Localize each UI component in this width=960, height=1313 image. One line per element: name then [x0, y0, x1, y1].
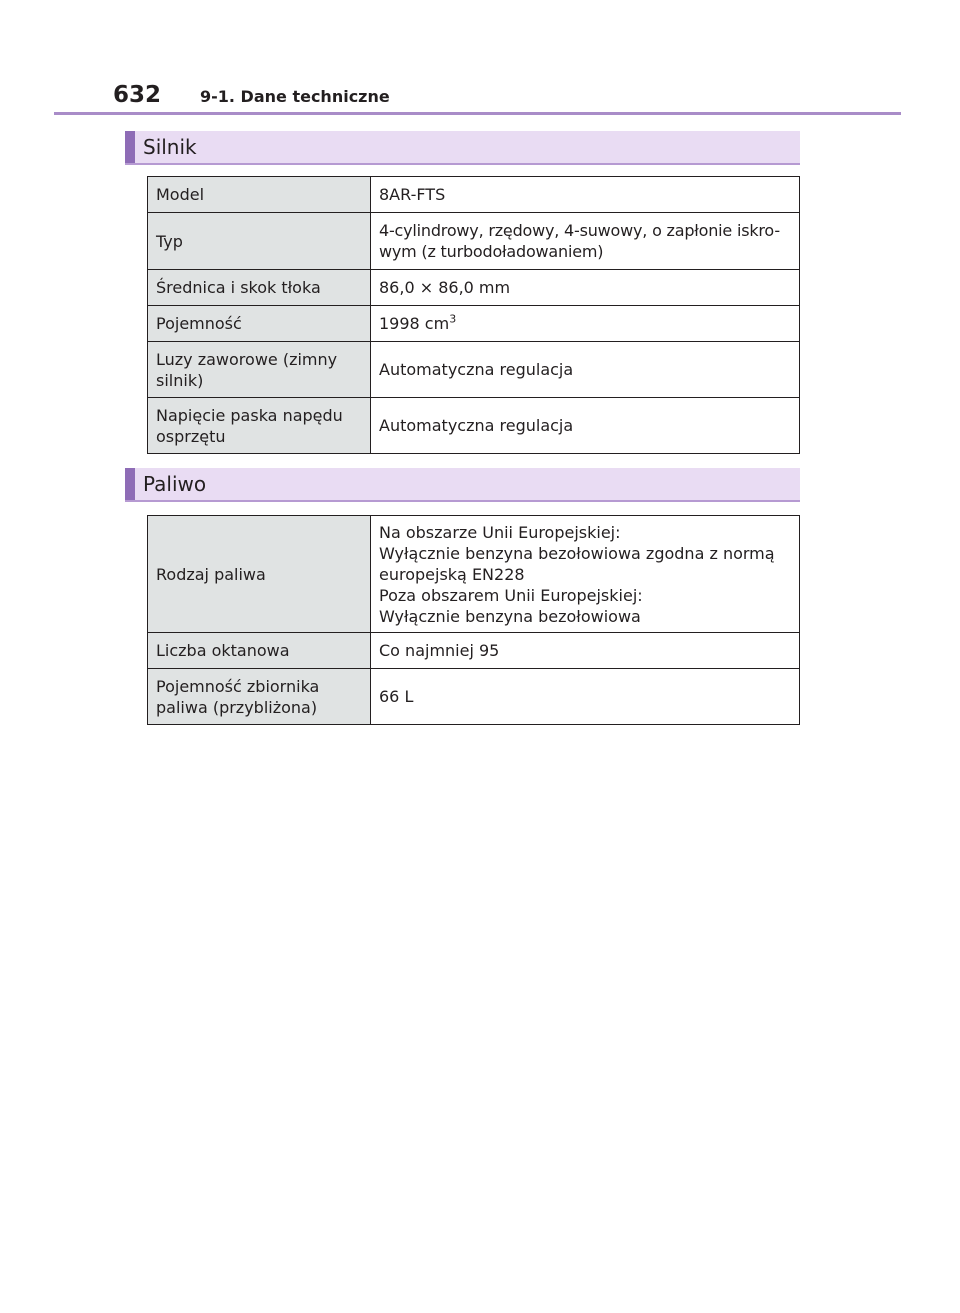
row-value: Automatyczna regulacja	[371, 398, 800, 454]
row-value: 8AR-FTS	[371, 177, 800, 213]
row-label: Rodzaj paliwa	[148, 516, 371, 633]
section-title: Silnik	[143, 135, 197, 159]
row-value	[371, 516, 800, 633]
section-heading-engine	[125, 131, 800, 165]
row-label: Napięcie paska napędu osprzętu	[148, 398, 371, 454]
row-label: Liczba oktanowa	[148, 633, 371, 669]
fuel-spec-table	[147, 515, 800, 725]
table-row	[148, 306, 800, 342]
row-value	[371, 306, 800, 342]
section-accent-bar	[125, 468, 135, 500]
table-row	[148, 270, 800, 306]
table-row	[148, 516, 800, 633]
row-label: Średnica i skok tłoka	[148, 270, 371, 306]
table-row	[148, 633, 800, 669]
page-number: 632	[113, 82, 162, 108]
header-rule	[54, 112, 901, 115]
row-label: Model	[148, 177, 371, 213]
value-superscript: 3	[449, 312, 457, 326]
section-accent-bar	[125, 131, 135, 163]
row-label: Pojemność zbiornika paliwa (przybliżona)	[148, 669, 371, 725]
chapter-title: 9-1. Dane techniczne	[200, 87, 390, 106]
value-text: 1998 cm	[379, 314, 450, 333]
value-line: Poza obszarem Unii Europejskiej:	[379, 585, 643, 605]
row-value: 86,0 × 86,0 mm	[371, 270, 800, 306]
section-heading-fuel	[125, 468, 800, 502]
value-line: Wyłącznie benzyna bezołowiowa zgodna z normą europejską EN228	[379, 543, 775, 584]
table-row	[148, 342, 800, 398]
row-label: Pojemność	[148, 306, 371, 342]
table-row	[148, 177, 800, 213]
section-title: Paliwo	[143, 472, 207, 496]
engine-spec-table	[147, 176, 800, 454]
value-line: Na obszarze Unii Europejskiej:	[379, 522, 621, 542]
row-label: Luzy zaworowe (zimny silnik)	[148, 342, 371, 398]
table-row	[148, 669, 800, 725]
table-row	[148, 213, 800, 270]
page-header	[113, 82, 913, 112]
row-value: 4-cylindrowy, rzędowy, 4-suwowy, o zapłonie iskro-wym (z turbodoładowaniem)	[371, 213, 800, 270]
row-value: Automatyczna regulacja	[371, 342, 800, 398]
table-row	[148, 398, 800, 454]
row-value: Co najmniej 95	[371, 633, 800, 669]
row-label: Typ	[148, 213, 371, 270]
value-line: Wyłącznie benzyna bezołowiowa	[379, 606, 641, 626]
row-value: 66 L	[371, 669, 800, 725]
